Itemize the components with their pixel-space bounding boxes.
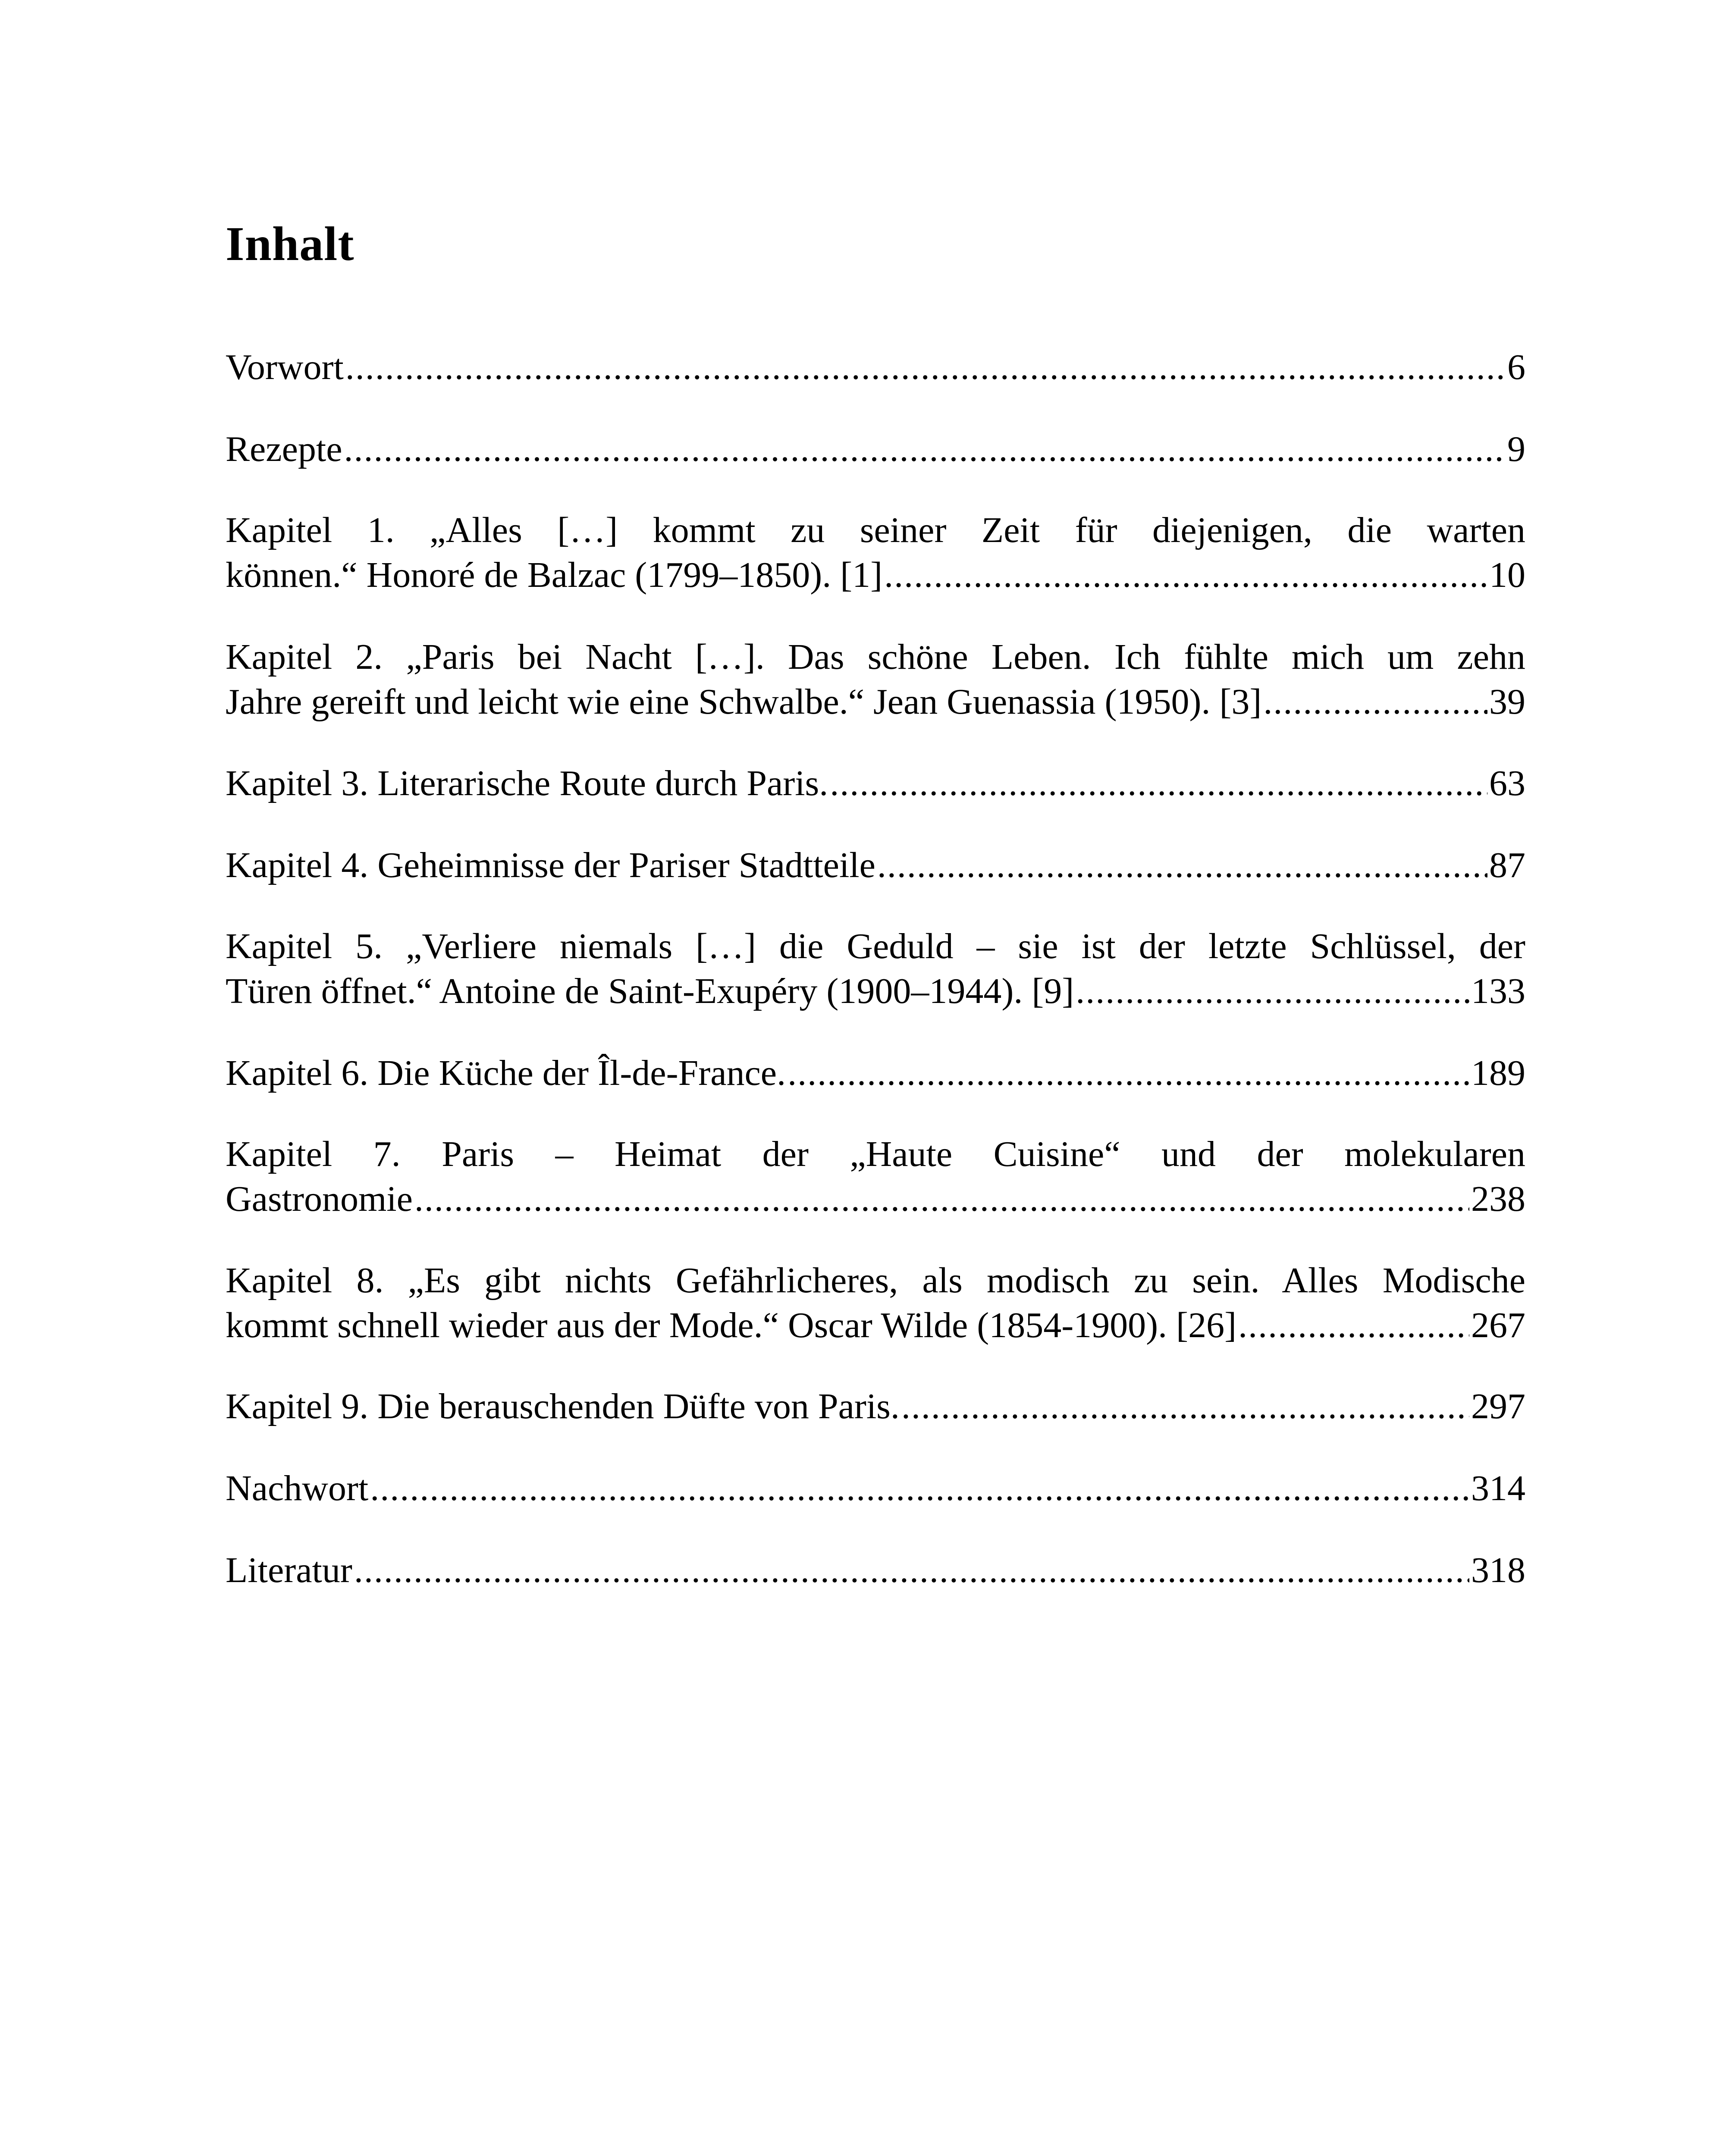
toc-page-number: 318 bbox=[1471, 1550, 1525, 1590]
dot-leader bbox=[788, 1051, 1469, 1096]
toc-line bbox=[226, 843, 1525, 888]
toc-entry-kapitel-3[interactable] bbox=[226, 761, 1525, 806]
toc-entry-title: Jahre gereift und leicht wie eine Schwalbe.“ Jean Guenassia (1950). [3] bbox=[226, 682, 1262, 722]
dot-leader bbox=[884, 553, 1487, 598]
dot-leader bbox=[354, 1548, 1469, 1593]
toc-entry-title: Kapitel 3. Literarische Route durch Paris. bbox=[226, 763, 828, 803]
dot-leader bbox=[830, 761, 1487, 806]
dot-leader bbox=[414, 1177, 1469, 1222]
toc-page-number: 267 bbox=[1471, 1305, 1525, 1345]
toc-line bbox=[226, 761, 1525, 806]
toc-entry-title: Gastronomie bbox=[226, 1179, 413, 1219]
dot-leader bbox=[877, 843, 1487, 888]
toc-entry-kapitel-6[interactable] bbox=[226, 1051, 1525, 1096]
toc-page-number: 39 bbox=[1489, 682, 1525, 722]
toc-line bbox=[226, 1548, 1525, 1593]
toc-entry-kapitel-8[interactable] bbox=[226, 1258, 1525, 1348]
toc-entry-kapitel-2[interactable] bbox=[226, 635, 1525, 724]
toc-page-number: 189 bbox=[1471, 1053, 1525, 1093]
toc-line bbox=[226, 1177, 1525, 1222]
toc-line: Kapitel 8. „Es gibt nichts Gefährlicheres, als modisch zu sein. Alles Modische bbox=[226, 1260, 1525, 1300]
toc-entry-title: Türen öffnet.“ Antoine de Saint-Exupéry (1900–1944). [9] bbox=[226, 971, 1074, 1011]
toc-page-number: 238 bbox=[1471, 1179, 1525, 1219]
toc-page-number: 6 bbox=[1507, 347, 1525, 387]
toc-line: Kapitel 1. „Alles […] kommt zu seiner Zeit für diejenigen, die warten bbox=[226, 510, 1525, 550]
toc-line bbox=[226, 1051, 1525, 1096]
toc-line bbox=[226, 427, 1525, 472]
toc-page-number: 63 bbox=[1489, 763, 1525, 803]
dot-leader bbox=[344, 427, 1506, 472]
toc-line bbox=[226, 1384, 1525, 1429]
toc-line: Kapitel 7. Paris – Heimat der „Haute Cuisine“ und der molekularen bbox=[226, 1134, 1525, 1174]
page-title: Inhalt bbox=[226, 217, 355, 271]
toc-entry-title: kommt schnell wieder aus der Mode.“ Oscar Wilde (1854-1900). [26] bbox=[226, 1305, 1237, 1345]
toc-line bbox=[226, 1466, 1525, 1511]
dot-leader bbox=[901, 1384, 1469, 1429]
dot-leader bbox=[1238, 1303, 1469, 1348]
toc-entry-title: Kapitel 6. Die Küche der Îl-de-France. bbox=[226, 1053, 786, 1093]
toc-line bbox=[226, 680, 1525, 724]
toc-entry-title: Literatur bbox=[226, 1550, 352, 1590]
toc-entry-kapitel-1[interactable] bbox=[226, 508, 1525, 598]
toc-line bbox=[226, 1303, 1525, 1348]
toc-entry-rezepte[interactable] bbox=[226, 427, 1525, 472]
toc-entry-title: können.“ Honoré de Balzac (1799–1850). [1] bbox=[226, 555, 883, 595]
toc-page-number: 9 bbox=[1507, 429, 1525, 469]
toc-entry-title: Nachwort bbox=[226, 1468, 369, 1508]
toc-line bbox=[226, 969, 1525, 1014]
toc-entry-literatur[interactable] bbox=[226, 1548, 1525, 1593]
toc-page-number: 87 bbox=[1489, 845, 1525, 885]
toc-entry-kapitel-5[interactable] bbox=[226, 924, 1525, 1014]
dot-leader bbox=[370, 1466, 1469, 1511]
toc-entry-kapitel-9[interactable] bbox=[226, 1384, 1525, 1429]
toc-page-number: 10 bbox=[1489, 555, 1525, 595]
toc-entry-kapitel-7[interactable] bbox=[226, 1132, 1525, 1222]
dot-leader bbox=[1263, 680, 1487, 724]
toc-line: Kapitel 2. „Paris bei Nacht […]. Das schöne Leben. Ich fühlte mich um zehn bbox=[226, 637, 1525, 677]
dot-leader bbox=[1076, 969, 1469, 1014]
toc-entry-title: Kapitel 9. Die berauschenden Düfte von Paris. bbox=[226, 1386, 900, 1426]
toc-line bbox=[226, 345, 1525, 390]
toc-entry-vorwort[interactable] bbox=[226, 345, 1525, 390]
dot-leader bbox=[345, 345, 1506, 390]
toc-line: Kapitel 5. „Verliere niemals […] die Geduld – sie ist der letzte Schlüssel, der bbox=[226, 926, 1525, 966]
toc-entry-title: Vorwort bbox=[226, 347, 344, 387]
toc-entry-title: Kapitel 4. Geheimnisse der Pariser Stadtteile bbox=[226, 845, 875, 885]
toc-entry-title: Rezepte bbox=[226, 429, 342, 469]
toc-entry-kapitel-4[interactable] bbox=[226, 843, 1525, 888]
toc-line bbox=[226, 553, 1525, 598]
toc-page-number: 133 bbox=[1471, 971, 1525, 1011]
toc-page-number: 297 bbox=[1471, 1386, 1525, 1426]
toc-entry-nachwort[interactable] bbox=[226, 1466, 1525, 1511]
toc-page-number: 314 bbox=[1471, 1468, 1525, 1508]
